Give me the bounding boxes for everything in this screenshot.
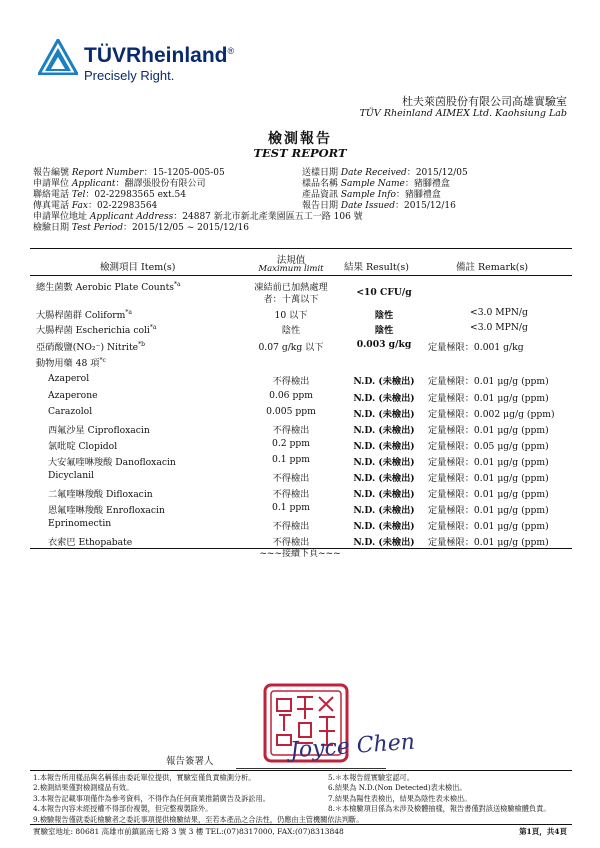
note-7: 7.結果為陽性表檢出，結果為陰性表未檢出。 bbox=[328, 793, 472, 803]
table-top-rule bbox=[30, 248, 572, 249]
table-row: 大腸桿菌群 Coliform$^{*a}$ 10 以下 陰性 <3.0 MPN/g bbox=[36, 307, 528, 321]
brand-name: TÜVRheinland® bbox=[84, 44, 235, 67]
info-date-issued: 報告日期 Date Issued：2015/12/16 bbox=[302, 201, 456, 211]
table-row: 西氟沙星 Ciprofloxacin 不得檢出 N.D. (未檢出) 定量極限：0.01 μg/g (ppm) bbox=[48, 425, 549, 436]
brand-tagline: Precisely Right. bbox=[84, 68, 175, 83]
table-row: 衣索巴 Ethopabate 不得檢出 N.D. (未檢出) 定量極限：0.01 μg/g (ppm) bbox=[48, 537, 549, 548]
report-title-cn: 檢測報告 bbox=[268, 131, 332, 147]
notes-top-rule bbox=[30, 770, 572, 771]
table-row: 動物用藥 48 項$^{*c}$ bbox=[36, 356, 106, 369]
table-row: 二氟喹啉羧酸 Difloxacin 不得檢出 N.D. (未檢出) 定量極限：0.01 μg/g (ppm) bbox=[48, 489, 549, 500]
info-tel: 聯絡電話 Tel：02-22983565 ext.54 bbox=[33, 190, 186, 200]
tuv-triangle-logo-icon bbox=[38, 39, 78, 75]
signer-label: 報告簽署人 bbox=[166, 756, 214, 767]
header-result: 結果 Result(s) bbox=[344, 262, 409, 273]
continued-next-page: ~~~接續下頁~~~ bbox=[259, 549, 341, 559]
table-row: 恩氟喹啉羧酸 Enrofloxacin 0.1 ppm N.D. (未檢出) 定量極限：0.01 μg/g (ppm) bbox=[48, 502, 549, 516]
info-applicant: 申請單位 Applicant：翻譯張股份有限公司 bbox=[33, 179, 206, 189]
table-row: 大安氟喹啉羧酸 Danofloxacin 0.1 ppm N.D. (未檢出) 定量極限：0.01 μg/g (ppm) bbox=[48, 454, 549, 468]
footer-address: 實驗室地址: 80681 高雄市前鎮區南七路 3 號 3 樓 TEL:(07)8317000, FAX:(07)8313848 bbox=[33, 827, 344, 836]
table-row: Eprinomectin 不得檢出 N.D. (未檢出) 定量極限：0.01 μg/g (ppm) bbox=[48, 518, 549, 532]
table-row: 氯吡啶 Clopidol 0.2 ppm N.D. (未檢出) 定量極限：0.05 μg/g (ppm) bbox=[48, 438, 549, 452]
footer-page-number: 第1頁，共4頁 bbox=[519, 827, 567, 836]
lab-name-en: TÜV Rheinland AIMEX Ltd. Kaohsiung Lab bbox=[359, 108, 567, 119]
table-row: Dicyclanil 不得檢出 N.D. (未檢出) 定量極限：0.01 μg/g (ppm) bbox=[48, 470, 549, 484]
note-4: 4.本報告內容未經授權不得部份複製，但完整複製除外。 bbox=[33, 804, 213, 814]
table-row: Azaperone 0.06 ppm N.D. (未檢出) 定量極限：0.01 μg/g (ppm) bbox=[48, 390, 549, 404]
notes-right bbox=[328, 773, 551, 815]
signature-line bbox=[236, 768, 386, 769]
header-remark: 備註 Remark(s) bbox=[456, 262, 529, 273]
note-2: 2.檢測結果僅對檢測樣品有效。 bbox=[33, 783, 134, 793]
table-row: 亞硝酸鹽(NO₂⁻) Nitrite$^{*b}$ 0.07 g/kg 以下 0.003 g/kg 定量極限：0.001 g/kg bbox=[36, 339, 524, 353]
signature: Joyce Chen bbox=[289, 729, 416, 764]
header-limit-cn: 法規值 bbox=[276, 255, 306, 266]
info-sample-name: 樣品名稱 Sample Name：豬腳禮盒 bbox=[302, 179, 450, 189]
note-5: 5.＊本報告經實驗室認可。 bbox=[328, 773, 414, 782]
table-row: 者：十萬以下 bbox=[263, 294, 319, 305]
info-address: 申請單位地址 Applicant Address：24887 新北市新北產業園區五工一路 106 號 bbox=[33, 212, 363, 222]
lab-name-cn: 杜夫萊茵股份有限公司高雄實驗室 bbox=[402, 95, 567, 108]
note-6: 6.結果為 N.D.(Non Detected)表未檢出。 bbox=[328, 783, 467, 793]
note-8: 8.＊本檢驗項目係為未涉及檢體抽樣，報告書僅對該送檢驗檢體負責。 bbox=[328, 804, 551, 814]
footer-rule bbox=[30, 824, 572, 825]
note-3: 3.本報告記載事項僅作為參考資料，不得作為任何商業推銷廣告及訴訟用。 bbox=[33, 793, 270, 803]
table-row: Carazolol 0.005 ppm N.D. (未檢出) 定量極限：0.002 μg/g (ppm) bbox=[48, 406, 555, 420]
table-row: 總生菌數 Aerobic Plate Counts$^{*a}$ 凍結前已加熱處理 <10 CFU/g bbox=[36, 280, 412, 298]
note-9: 9.檢驗報告僅就委託檢驗者之委託事項提供檢驗結果，至若本產品之合法性，仍應由主管機關依法判斷。 bbox=[33, 814, 364, 824]
info-test-period: 檢驗日期 Test Period：2015/12/05 ~ 2015/12/16 bbox=[33, 223, 249, 233]
info-fax: 傳真電話 Fax：02-22983564 bbox=[33, 201, 158, 211]
info-right bbox=[302, 168, 468, 212]
table-row: 大腸桿菌 Escherichia coli$^{*a}$ 陰性 陰性 <3.0 MPN/g bbox=[36, 322, 528, 336]
header-limit-en: Maximum limit bbox=[258, 264, 324, 274]
table-row: Azaperol 不得檢出 N.D. (未檢出) 定量極限：0.01 μg/g (ppm) bbox=[48, 373, 549, 387]
table-header-rule bbox=[30, 275, 572, 276]
info-report-number: 報告編號 Report Number：15-1205-005-05 bbox=[33, 168, 225, 178]
note-1: 1.本報告所用樣品與名稱係由委託單位提供，實驗室僅負責檢測分析。 bbox=[33, 773, 256, 782]
report-title-en: TEST REPORT bbox=[253, 146, 347, 160]
info-sample-info: 產品資訊 Sample Info：豬腳禮盒 bbox=[302, 190, 441, 200]
notes-left bbox=[33, 773, 363, 825]
info-date-received: 送樣日期 Date Received：2015/12/05 bbox=[302, 168, 468, 178]
header-item: 檢測項目 Item(s) bbox=[100, 262, 176, 273]
